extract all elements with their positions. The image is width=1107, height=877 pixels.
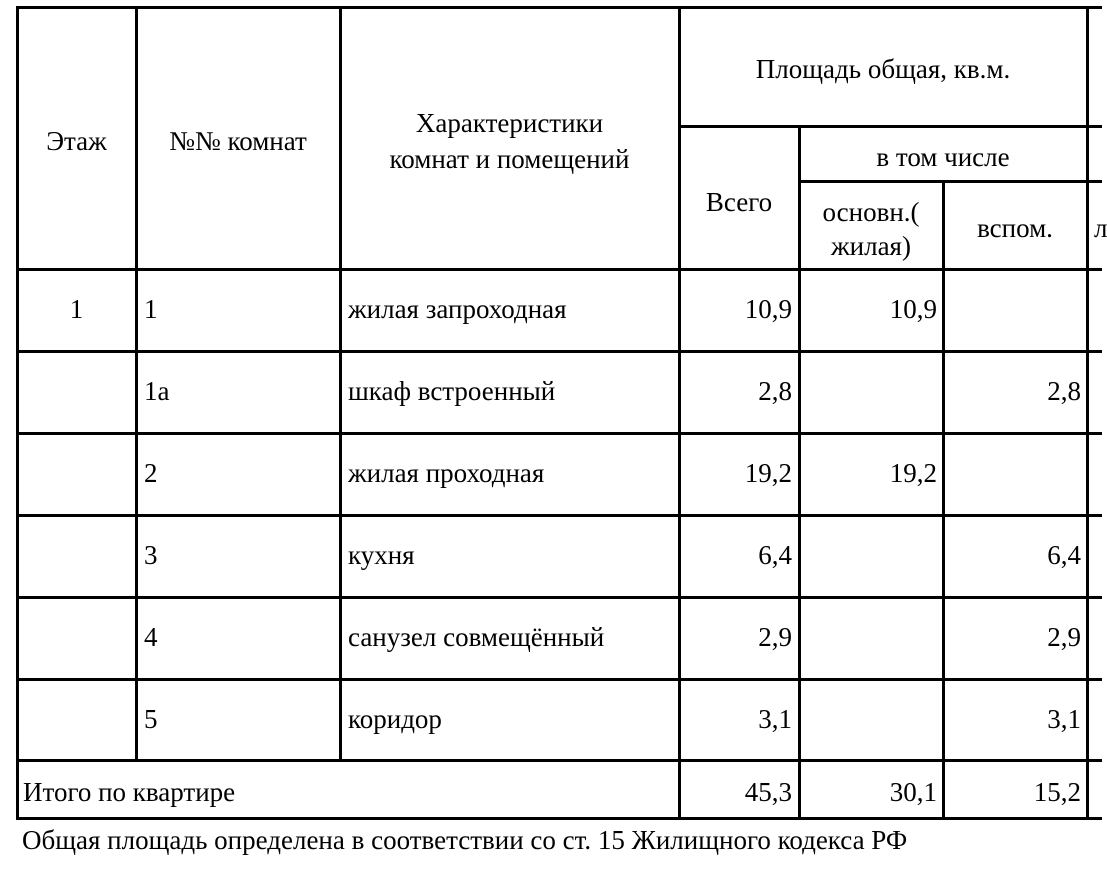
row-area-total: 3,1: [758, 704, 792, 734]
header-area-total-group: Площадь общая, кв.м.: [755, 54, 1011, 84]
row-area-total: 19,2: [744, 458, 792, 488]
row-room-name: шкаф встроенный: [348, 376, 556, 406]
area-group-divider: [680, 125, 1102, 128]
header-characteristics-line2: комнат и помещений: [389, 144, 630, 174]
totals-aux: 15,2: [1033, 777, 1081, 807]
row-area-total: 6,4: [758, 540, 792, 570]
row-room-number: 5: [144, 704, 158, 734]
row-divider: [16, 432, 1102, 435]
including-divider: [799, 180, 1102, 183]
row-divider: [16, 350, 1102, 353]
header-rooms: №№ комнат: [169, 126, 307, 156]
row-area-aux: 6,4: [1047, 540, 1081, 570]
row-room-number: 2: [144, 458, 158, 488]
header-bottom-border: [16, 268, 1102, 271]
header-characteristics-line1: Характеристики: [415, 108, 604, 138]
footnote: Общая площадь определена в соответствии со ст. 15 Жилищного кодекса РФ: [22, 825, 908, 855]
row-room-name: жилая запроходная: [348, 294, 567, 324]
header-including: в том числе: [876, 142, 1010, 172]
row-divider: [16, 514, 1102, 517]
header-total: Всего: [705, 187, 773, 217]
row-area-total: 2,8: [758, 376, 792, 406]
header-main-line2: жилая): [831, 231, 911, 261]
row-area-main: 19,2: [889, 458, 937, 488]
row-area-total: 2,9: [758, 622, 792, 652]
row-floor: 1: [69, 294, 84, 324]
row-room-name: кухня: [348, 540, 415, 570]
totals-total: 45,3: [744, 777, 792, 807]
row-divider: [16, 596, 1102, 599]
row-area-aux: 2,9: [1047, 622, 1081, 652]
header-aux: вспом.: [977, 213, 1053, 243]
header-floor: Этаж: [46, 126, 107, 156]
row-room-name: коридор: [348, 704, 442, 734]
row-divider: [16, 759, 1102, 762]
table-top-border: [16, 6, 1102, 9]
header-clipped-fragment: л: [1094, 213, 1107, 243]
row-area-aux: 2,8: [1047, 376, 1081, 406]
row-room-name: жилая проходная: [348, 458, 545, 488]
col-divider-aux: [1086, 6, 1089, 820]
table-bottom-border: [16, 817, 1102, 820]
row-room-name: санузел совмещённый: [348, 622, 605, 652]
row-room-number: 4: [144, 622, 158, 652]
row-area-total: 10,9: [744, 294, 792, 324]
col-divider-floor: [135, 6, 138, 762]
totals-label: Итого по квартире: [23, 777, 236, 807]
row-area-aux: 3,1: [1047, 704, 1081, 734]
header-main-line1: основн.(: [822, 197, 920, 227]
row-room-number: 1: [144, 294, 158, 324]
row-area-main: 10,9: [889, 294, 937, 324]
row-room-number: 3: [144, 540, 158, 570]
totals-main: 30,1: [889, 777, 937, 807]
row-room-number: 1а: [144, 376, 170, 406]
col-divider-characteristics: [678, 6, 681, 820]
row-divider: [16, 678, 1102, 681]
